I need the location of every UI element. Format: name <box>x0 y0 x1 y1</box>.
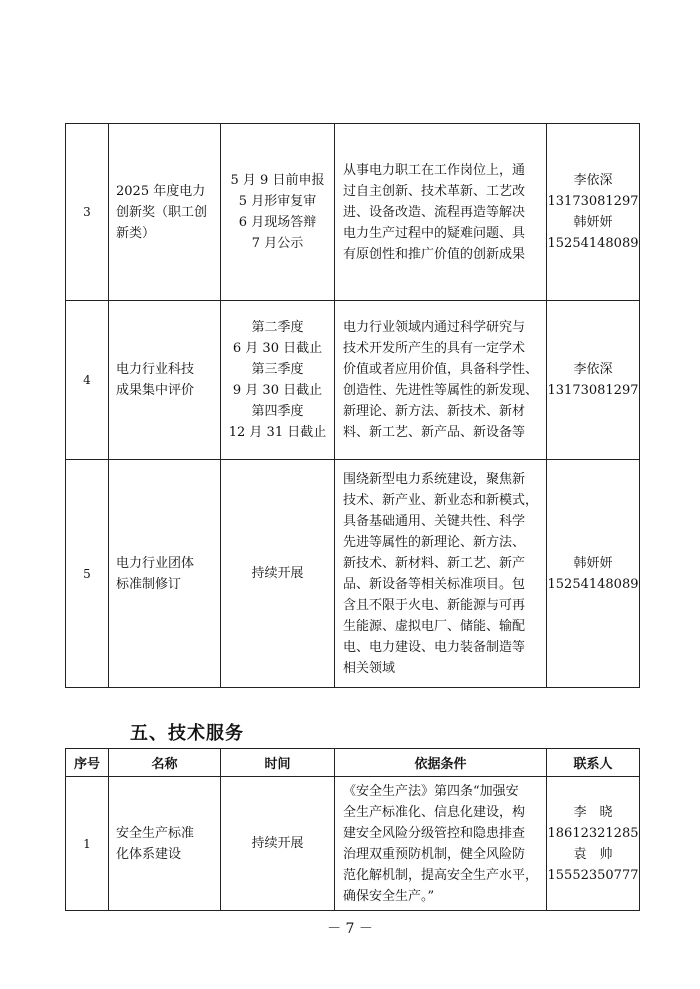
row-index: 3 <box>66 124 109 301</box>
text-line: 品、新设备等相关标准项目。包 <box>343 576 526 592</box>
text-line: 李依深 <box>573 173 613 188</box>
text-line: 李 晓 <box>573 804 613 820</box>
text-line: 有原创性和推广价值的创新成果 <box>343 246 526 262</box>
column-header: 序号 <box>66 749 109 777</box>
project-name <box>109 301 221 460</box>
column-header: 名称 <box>109 749 221 777</box>
text-line: 生能源、虚拟电厂、储能、输配 <box>343 618 526 634</box>
text-line: 新技术、新材料、新工艺、新产 <box>343 555 526 571</box>
text-line: 韩妍妍 <box>573 215 613 230</box>
text-line: 9 月 30 日截止 <box>232 383 323 398</box>
text-line: 电力行业科技 <box>116 362 195 377</box>
text-line: 13173081297 <box>547 383 639 398</box>
time-cell <box>221 124 335 301</box>
text-line: 7 月公示 <box>251 236 304 251</box>
text-line: 成果集中评价 <box>116 383 195 398</box>
text-line: 治理双重预防机制，健全风险防 <box>343 846 526 862</box>
text-line: 过自主创新、技术革新、工艺改 <box>343 183 526 199</box>
row-index: 4 <box>66 301 109 460</box>
contact-cell <box>547 777 640 911</box>
text-line: 电、电力建设、电力装备制造等 <box>343 639 526 655</box>
text-line: 创造性、先进性等属性的新发现、 <box>343 383 539 398</box>
text-line: 新理论、新方法、新技术、新材 <box>343 404 526 419</box>
time-cell <box>221 301 335 460</box>
column-header: 时间 <box>221 749 335 777</box>
column-header: 依据条件 <box>335 749 547 777</box>
text-line: 先进等属性的新理论、新方法、 <box>343 534 526 550</box>
text-line: 围绕新型电力系统建设，聚焦新 <box>343 471 526 487</box>
text-line: 15552350777 <box>547 867 639 883</box>
contact-cell <box>547 124 640 301</box>
table-row <box>66 124 640 301</box>
project-name <box>109 124 221 301</box>
text-line: 15254148089 <box>547 576 639 592</box>
project-name <box>109 777 221 911</box>
table-row <box>66 777 640 911</box>
table-header-row <box>66 749 640 777</box>
column-header: 联系人 <box>547 749 640 777</box>
page-number: － 7 － <box>327 921 373 937</box>
text-line: 相关领域 <box>343 660 396 676</box>
text-line: 6 月 30 日截止 <box>232 341 323 356</box>
text-line: 技术、新产业、新业态和新模式， <box>343 492 539 508</box>
project-name <box>109 460 221 688</box>
text-line: 12 月 31 日截止 <box>228 425 327 440</box>
contact-cell <box>547 301 640 460</box>
condition-cell <box>335 124 547 301</box>
text-line: 具备基础通用、关键共性、科学 <box>343 513 526 529</box>
text-line: 全生产标准化、信息化建设，构 <box>343 804 526 820</box>
text-line: 确保安全生产。” <box>343 888 435 904</box>
text-line: 李依深 <box>573 362 613 377</box>
text-line: 电力行业团体 <box>116 555 195 571</box>
text-line: 料、新工艺、新产品、新设备等 <box>343 425 526 440</box>
text-line: 建安全风险分级管控和隐患排查 <box>343 825 526 841</box>
text-line: 韩妍妍 <box>573 555 613 571</box>
text-line: 5 月形审复审 <box>238 194 317 209</box>
text-line: 进、设备改造、流程再造等解决 <box>343 204 526 220</box>
text-line: 6 月现场答辩 <box>238 215 317 230</box>
text-line: 电力行业领域内通过科学研究与 <box>343 320 526 335</box>
condition-cell <box>335 301 547 460</box>
section-title: 五、技术服务 <box>130 723 244 744</box>
text-line: 持续开展 <box>251 836 304 851</box>
row-index: 1 <box>66 777 109 911</box>
condition-cell <box>335 777 547 911</box>
text-line: 从事电力职工在工作岗位上，通 <box>343 162 526 178</box>
tech-services-table <box>65 748 640 911</box>
projects-table <box>65 123 640 688</box>
table-row <box>66 301 640 460</box>
table-row <box>66 460 640 688</box>
text-line: 电力生产过程中的疑难问题、具 <box>343 225 526 241</box>
text-line: 范化解机制，提高安全生产水平， <box>343 867 539 883</box>
text-line: 持续开展 <box>251 566 304 581</box>
text-line: 《安全生产法》第四条“加强安 <box>343 783 519 799</box>
text-line: 18612321285 <box>547 825 639 841</box>
text-line: 新类） <box>116 225 156 241</box>
text-line: 13173081297 <box>547 194 639 209</box>
text-line: 含且不限于火电、新能源与可再 <box>343 597 526 613</box>
text-line: 袁 帅 <box>573 846 613 862</box>
text-line: 第四季度 <box>251 404 304 419</box>
text-line: 15254148089 <box>547 236 639 251</box>
text-line: 第三季度 <box>251 362 304 377</box>
text-line: 价值或者应用价值，具备科学性、 <box>343 362 539 377</box>
time-cell <box>221 460 335 688</box>
text-line: 化体系建设 <box>116 846 182 862</box>
text-line: 5 月 9 日前申报 <box>230 173 325 188</box>
text-line: 技术开发所产生的具有一定学术 <box>343 341 526 356</box>
time-cell <box>221 777 335 911</box>
text-line: 标准制修订 <box>116 576 182 592</box>
text-line: 创新奖（职工创 <box>116 204 208 220</box>
text-line: 安全生产标准 <box>116 825 195 841</box>
text-line: 2025 年度电力 <box>116 183 206 199</box>
contact-cell <box>547 460 640 688</box>
row-index: 5 <box>66 460 109 688</box>
text-line: 第二季度 <box>251 320 304 335</box>
condition-cell <box>335 460 547 688</box>
